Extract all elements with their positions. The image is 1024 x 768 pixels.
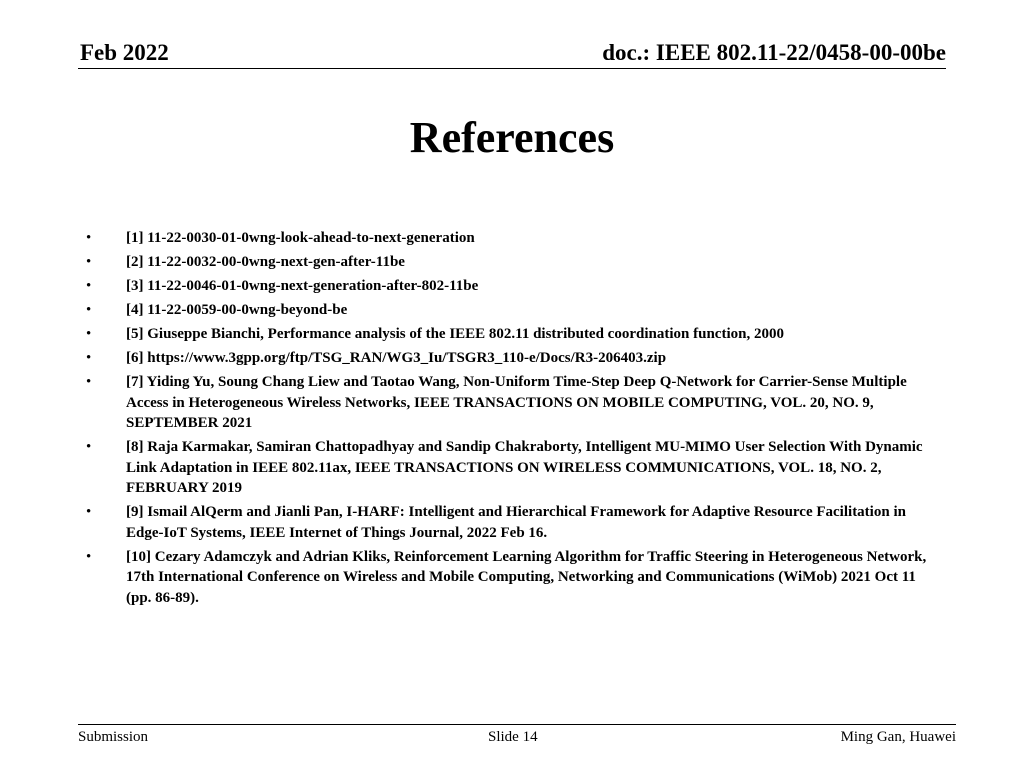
slide-footer (78, 724, 956, 755)
reference-text: [8] Raja Karmakar, Samiran Chattopadhyay and Sandip Chakraborty, Intelligent MU-MIMO User Selection With Dynamic Link Adaptation in IEEE 802.11ax, IEEE TRANSACTIONS ON WIRELESS COMMUNICATIONS, VOL. 18, NO. 2, FEBRUARY 2019 (126, 439, 923, 496)
reference-item (86, 547, 936, 609)
footer-slide-number: Slide 14 (488, 729, 538, 745)
reference-text: [9] Ismail AlQerm and Jianli Pan, I-HARF: Intelligent and Hierarchical Framework for Adaptive Resource Facilitation in Edge-IoT Systems, IEEE Internet of Things Journal, 2022 Feb 16. (126, 504, 906, 541)
reference-item (86, 348, 936, 369)
bullet-icon: • (86, 230, 92, 246)
reference-text: [10] Cezary Adamczyk and Adrian Kliks, Reinforcement Learning Algorithm for Traffic Steering in Heterogeneous Network, 17th International Conference on Wireless and Mobile Computing, Networking and Communications (WiMob) 2021 Oct 11 (pp. 86-89). (126, 548, 927, 606)
bullet-icon: • (86, 439, 92, 455)
bullet-icon: • (86, 548, 92, 565)
reference-item (86, 324, 936, 345)
reference-text: [3] 11-22-0046-01-0wng-next-generation-after-802-11be (126, 278, 479, 294)
reference-text: [4] 11-22-0059-00-0wng-beyond-be (126, 302, 348, 318)
bullet-icon: • (86, 374, 92, 390)
bullet-icon: • (86, 326, 92, 342)
reference-text: [2] 11-22-0032-00-0wng-next-gen-after-11be (126, 254, 405, 270)
reference-item (86, 502, 936, 543)
footer-author: Ming Gan, Huawei (840, 729, 956, 745)
reference-list (86, 228, 936, 612)
reference-text: [7] Yiding Yu, Soung Chang Liew and Taotao Wang, Non-Uniform Time-Step Deep Q-Network for Carrier-Sense Multiple Access in Heterogeneous Wireless Networks, IEEE TRANSACTIONS ON MOBILE COMPUTING, VOL. 20, NO. 9, SEPTEMBER 2021 (126, 374, 907, 431)
header-date: Feb 2022 (80, 40, 169, 65)
reference-text: [6] https://www.3gpp.org/ftp/TSG_RAN/WG3_Iu/TSGR3_110-e/Docs/R3-206403.zip (126, 350, 667, 366)
reference-item (86, 372, 936, 434)
header-doc-id: doc.: IEEE 802.11-22/0458-00-00be (602, 40, 946, 65)
reference-item (86, 300, 936, 321)
slide-header (78, 38, 946, 69)
reference-text: [1] 11-22-0030-01-0wng-look-ahead-to-next-generation (126, 230, 475, 246)
reference-text: [5] Giuseppe Bianchi, Performance analysis of the IEEE 802.11 distributed coordination function, 2000 (126, 326, 784, 342)
reference-item (86, 228, 936, 249)
bullet-icon: • (86, 254, 92, 270)
reference-item (86, 252, 936, 273)
reference-item (86, 437, 936, 499)
bullet-icon: • (86, 302, 92, 318)
bullet-icon: • (86, 278, 92, 294)
bullet-icon: • (86, 504, 92, 520)
footer-submission: Submission (78, 729, 149, 745)
bullet-icon: • (86, 350, 92, 366)
slide-title: References (409, 113, 615, 162)
reference-item (86, 276, 936, 297)
